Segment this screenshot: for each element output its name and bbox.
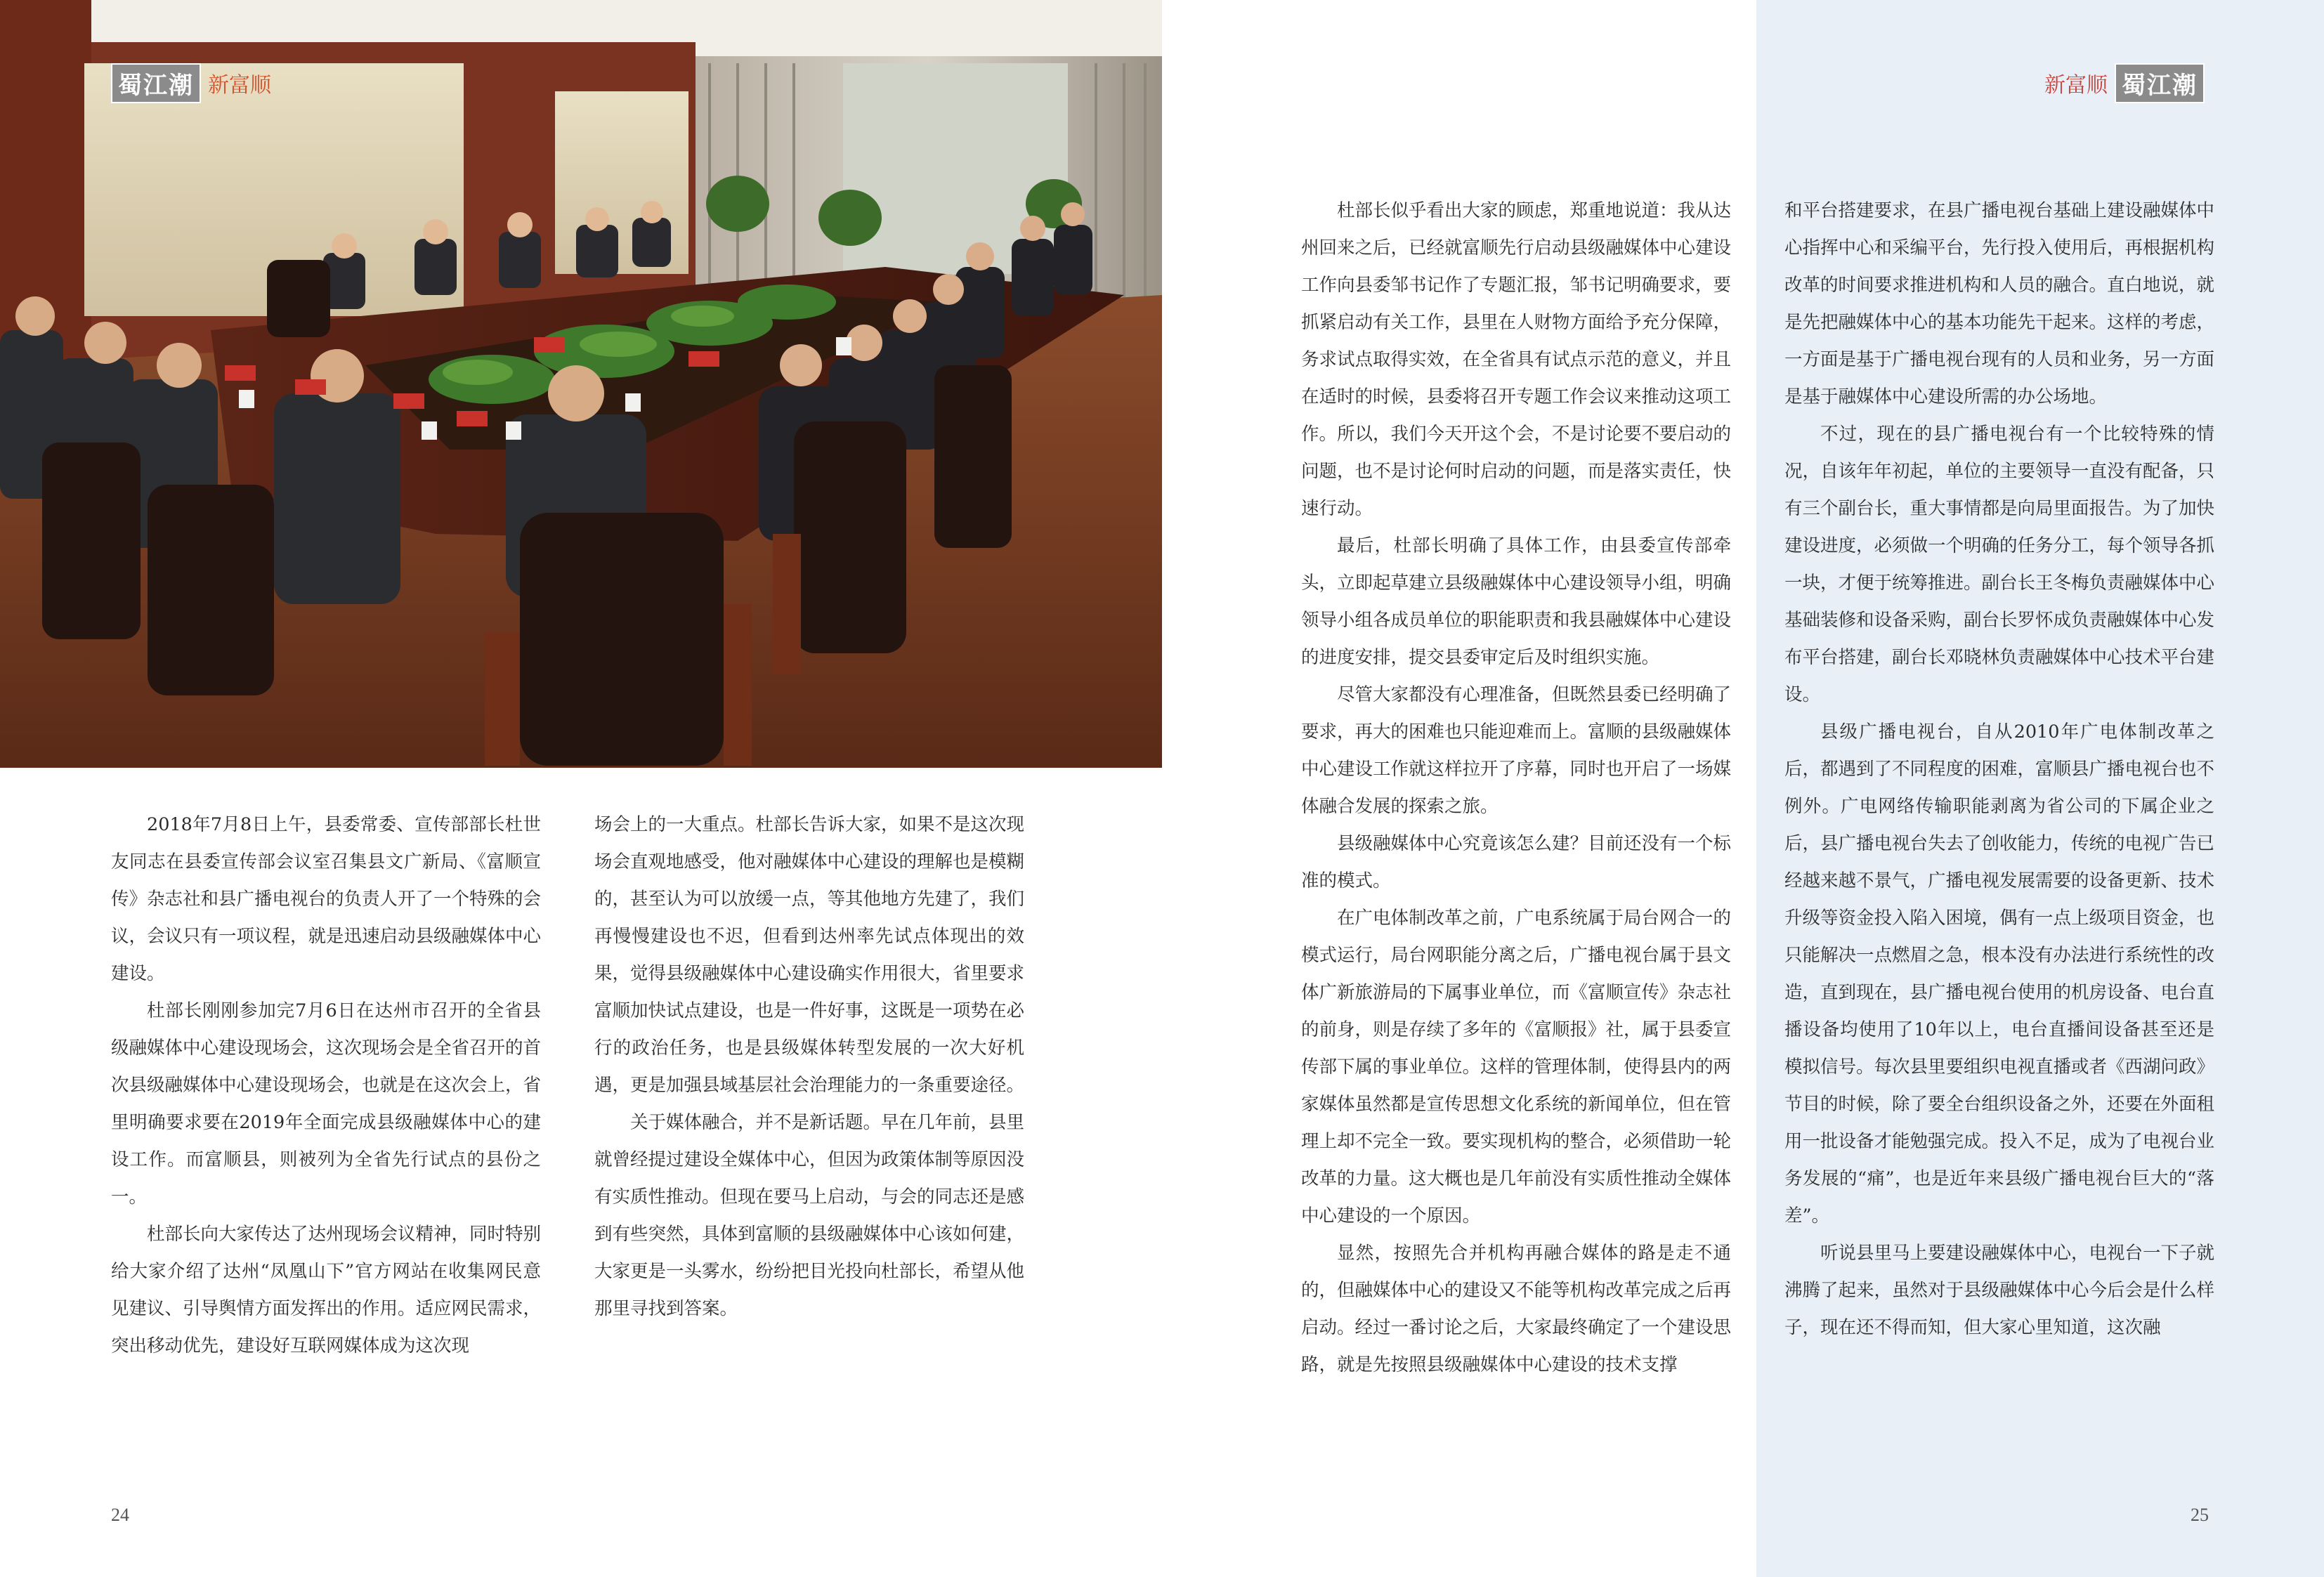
page-number-right: 25 bbox=[2191, 1505, 2209, 1525]
paragraph: 杜部长刚刚参加完7月6日在达州市召开的全省县级融媒体中心建设现场会，这次现场会是全省召开的首次县级融媒体中心建设现场会，也就是在这次会上，省里明确要求要在2019年全面完成县级融媒体中心的建设工作。而富顺县，则被列为全省先行试点的县份之一。 bbox=[111, 1000, 542, 1208]
paragraph: 听说县里马上要建设融媒体中心，电视台一下子就沸腾了起来，虽然对于县级融媒体中心今后会是什么样子，现在还不得而知，但大家心里知道，这次融 bbox=[1784, 1243, 2215, 1338]
article-column-4 bbox=[1784, 192, 2214, 1347]
article-column-3 bbox=[1301, 192, 1731, 1384]
paragraph: 不过，现在的县广播电视台有一个比较特殊的情况，自该年年初起，单位的主要领导一直没有配备，只有三个副台长，重大事情都是向局里面报告。为了加快建设进度，必须做一个明确的任务分工，每个领导各抓一块，才便于统筹推进。副台长王冬梅负责融媒体中心基础装修和设备采购，副台长罗怀成负责融媒体中心发布平台搭建，副台长邓晓林负责融媒体中心技术平台建设。 bbox=[1784, 424, 2215, 705]
meeting-photo-illustration bbox=[0, 0, 1162, 768]
header-brand-left bbox=[111, 66, 271, 100]
paragraph-continued: 场会上的一大重点。杜部长告诉大家，如果不是这次现场会直观地感受，他对融媒体中心建设的理解也是模糊的，甚至认为可以放缓一点，等其他地方先建了，我们再慢慢建设也不迟，但看到达州率先试点体现出的效果，觉得县级融媒体中心建设确实作用很大，省里要求富顺加快试点建设，也是一件好事，这既是一项势在必行的政治任务，也是县级媒体转型发展的一次大好机遇，更是加强县域基层社会治理能力的一条重要途径。 bbox=[594, 814, 1025, 1096]
paragraph: 杜部长似乎看出大家的顾虑，郑重地说道：我从达州回来之后，已经就富顺先行启动县级融媒体中心建设工作向县委邹书记作了专题汇报，邹书记明确要求，要抓紧启动有关工作，县里在人财物方面给予充分保障，务求试点取得实效，在全省具有试点示范的意义，并且在适时的时候，县委将召开专题工作会议来推动这项工作。所以，我们今天开这个会，不是讨论要不要启动的问题，也不是讨论何时启动的问题，而是落实责任，快速行动。 bbox=[1301, 200, 1732, 519]
paragraph: 在广电体制改革之前，广电系统属于局台网合一的模式运行，局台网职能分离之后，广播电视台属于县文体广新旅游局的下属事业单位，而《富顺宣传》杂志社的前身，则是存续了多年的《富顺报》社，属于县委宣传部下属的事业单位。这样的管理体制，使得县内的两家媒体虽然都是宣传思想文化系统的新闻单位，但在管理上却不完全一致。要实现机构的整合，必须借助一轮改革的力量。这大概也是几年前没有实质性推动全媒体中心建设的一个原因。 bbox=[1301, 908, 1732, 1226]
magazine-logo: 蜀江潮 bbox=[111, 63, 201, 103]
header-brand-right bbox=[2044, 66, 2205, 100]
paragraph: 显然，按照先合并机构再融合媒体的路是走不通的，但融媒体中心的建设又不能等机构改革完成之后再启动。经过一番讨论之后，大家最终确定了一个建设思路，就是先按照县级融媒体中心建设的技术支撑 bbox=[1301, 1243, 1732, 1375]
paragraph: 尽管大家都没有心理准备，但既然县委已经明确了要求，再大的困难也只能迎难而上。富顺的县级融媒体中心建设工作就这样拉开了序幕，同时也开启了一场媒体融合发展的探索之旅。 bbox=[1301, 684, 1732, 817]
paragraph: 关于媒体融合，并不是新话题。早在几年前，县里就曾经提过建设全媒体中心，但因为政策体制等原因没有实质性推动。但现在要马上启动，与会的同志还是感到有些突然，具体到富顺的县级融媒体中心该如何建，大家更是一头雾水，纷纷把目光投向杜部长，希望从他那里寻找到答案。 bbox=[594, 1112, 1025, 1319]
meeting-photo bbox=[0, 0, 1162, 768]
paragraph: 2018年7月8日上午，县委常委、宣传部部长杜世友同志在县委宣传部会议室召集县文广新局、《富顺宣传》杂志社和县广播电视台的负责人开了一个特殊的会议，会议只有一项议程，就是迅速启动县级融媒体中心建设。 bbox=[111, 814, 542, 984]
magazine-logo: 蜀江潮 bbox=[2115, 63, 2205, 103]
paragraph: 县级广播电视台，自从2010年广电体制改革之后，都遇到了不同程度的困难，富顺县广播电视台也不例外。广电网络传输职能剥离为省公司的下属企业之后，县广播电视台失去了创收能力，传统的电视广告已经越来越不景气，广播电视发展需要的设备更新、技术升级等资金投入陷入困境，偶有一点上级项目资金，也只能解决一点燃眉之急，根本没有办法进行系统性的改造，直到现在，县广播电视台使用的机房设备、电台直播设备均使用了10年以上，电台直播间设备甚至还是模拟信号。每次县里要组织电视直播或者《西湖问政》节目的时候，除了要全台组织设备之外，还要在外面租用一批设备才能勉强完成。投入不足，成为了电视台业务发展的“痛”，也是近年来县级广播电视台巨大的“落差”。 bbox=[1784, 721, 2215, 1226]
paragraph: 杜部长向大家传达了达州现场会议精神，同时特别给大家介绍了达州“凤凰山下”官方网站在收集网民意见建议、引导舆情方面发挥出的作用。适应网民需求，突出移动优先，建设好互联网媒体成为这次现 bbox=[111, 1224, 542, 1356]
paragraph: 最后，杜部长明确了具体工作，由县委宣传部牵头，立即起草建立县级融媒体中心建设领导小组，明确领导小组各成员单位的职能职责和我县融媒体中心建设的进度安排，提交县委审定后及时组织实施。 bbox=[1301, 535, 1732, 668]
page-number-left: 24 bbox=[111, 1505, 129, 1525]
section-name: 新富顺 bbox=[2044, 73, 2108, 98]
article-column-1 bbox=[111, 806, 541, 1365]
paragraph-continued: 和平台搭建要求，在县广播电视台基础上建设融媒体中心指挥中心和采编平台，先行投入使用后，再根据机构改革的时间要求推进机构和人员的融合。直白地说，就是先把融媒体中心的基本功能先干起来。这样的考虑，一方面是基于广播电视台现有的人员和业务，另一方面是基于融媒体中心建设所需的办公场地。 bbox=[1784, 200, 2215, 407]
article-column-2 bbox=[594, 806, 1024, 1328]
section-name: 新富顺 bbox=[208, 73, 271, 98]
paragraph: 县级融媒体中心究竟该怎么建？目前还没有一个标准的模式。 bbox=[1301, 833, 1732, 891]
